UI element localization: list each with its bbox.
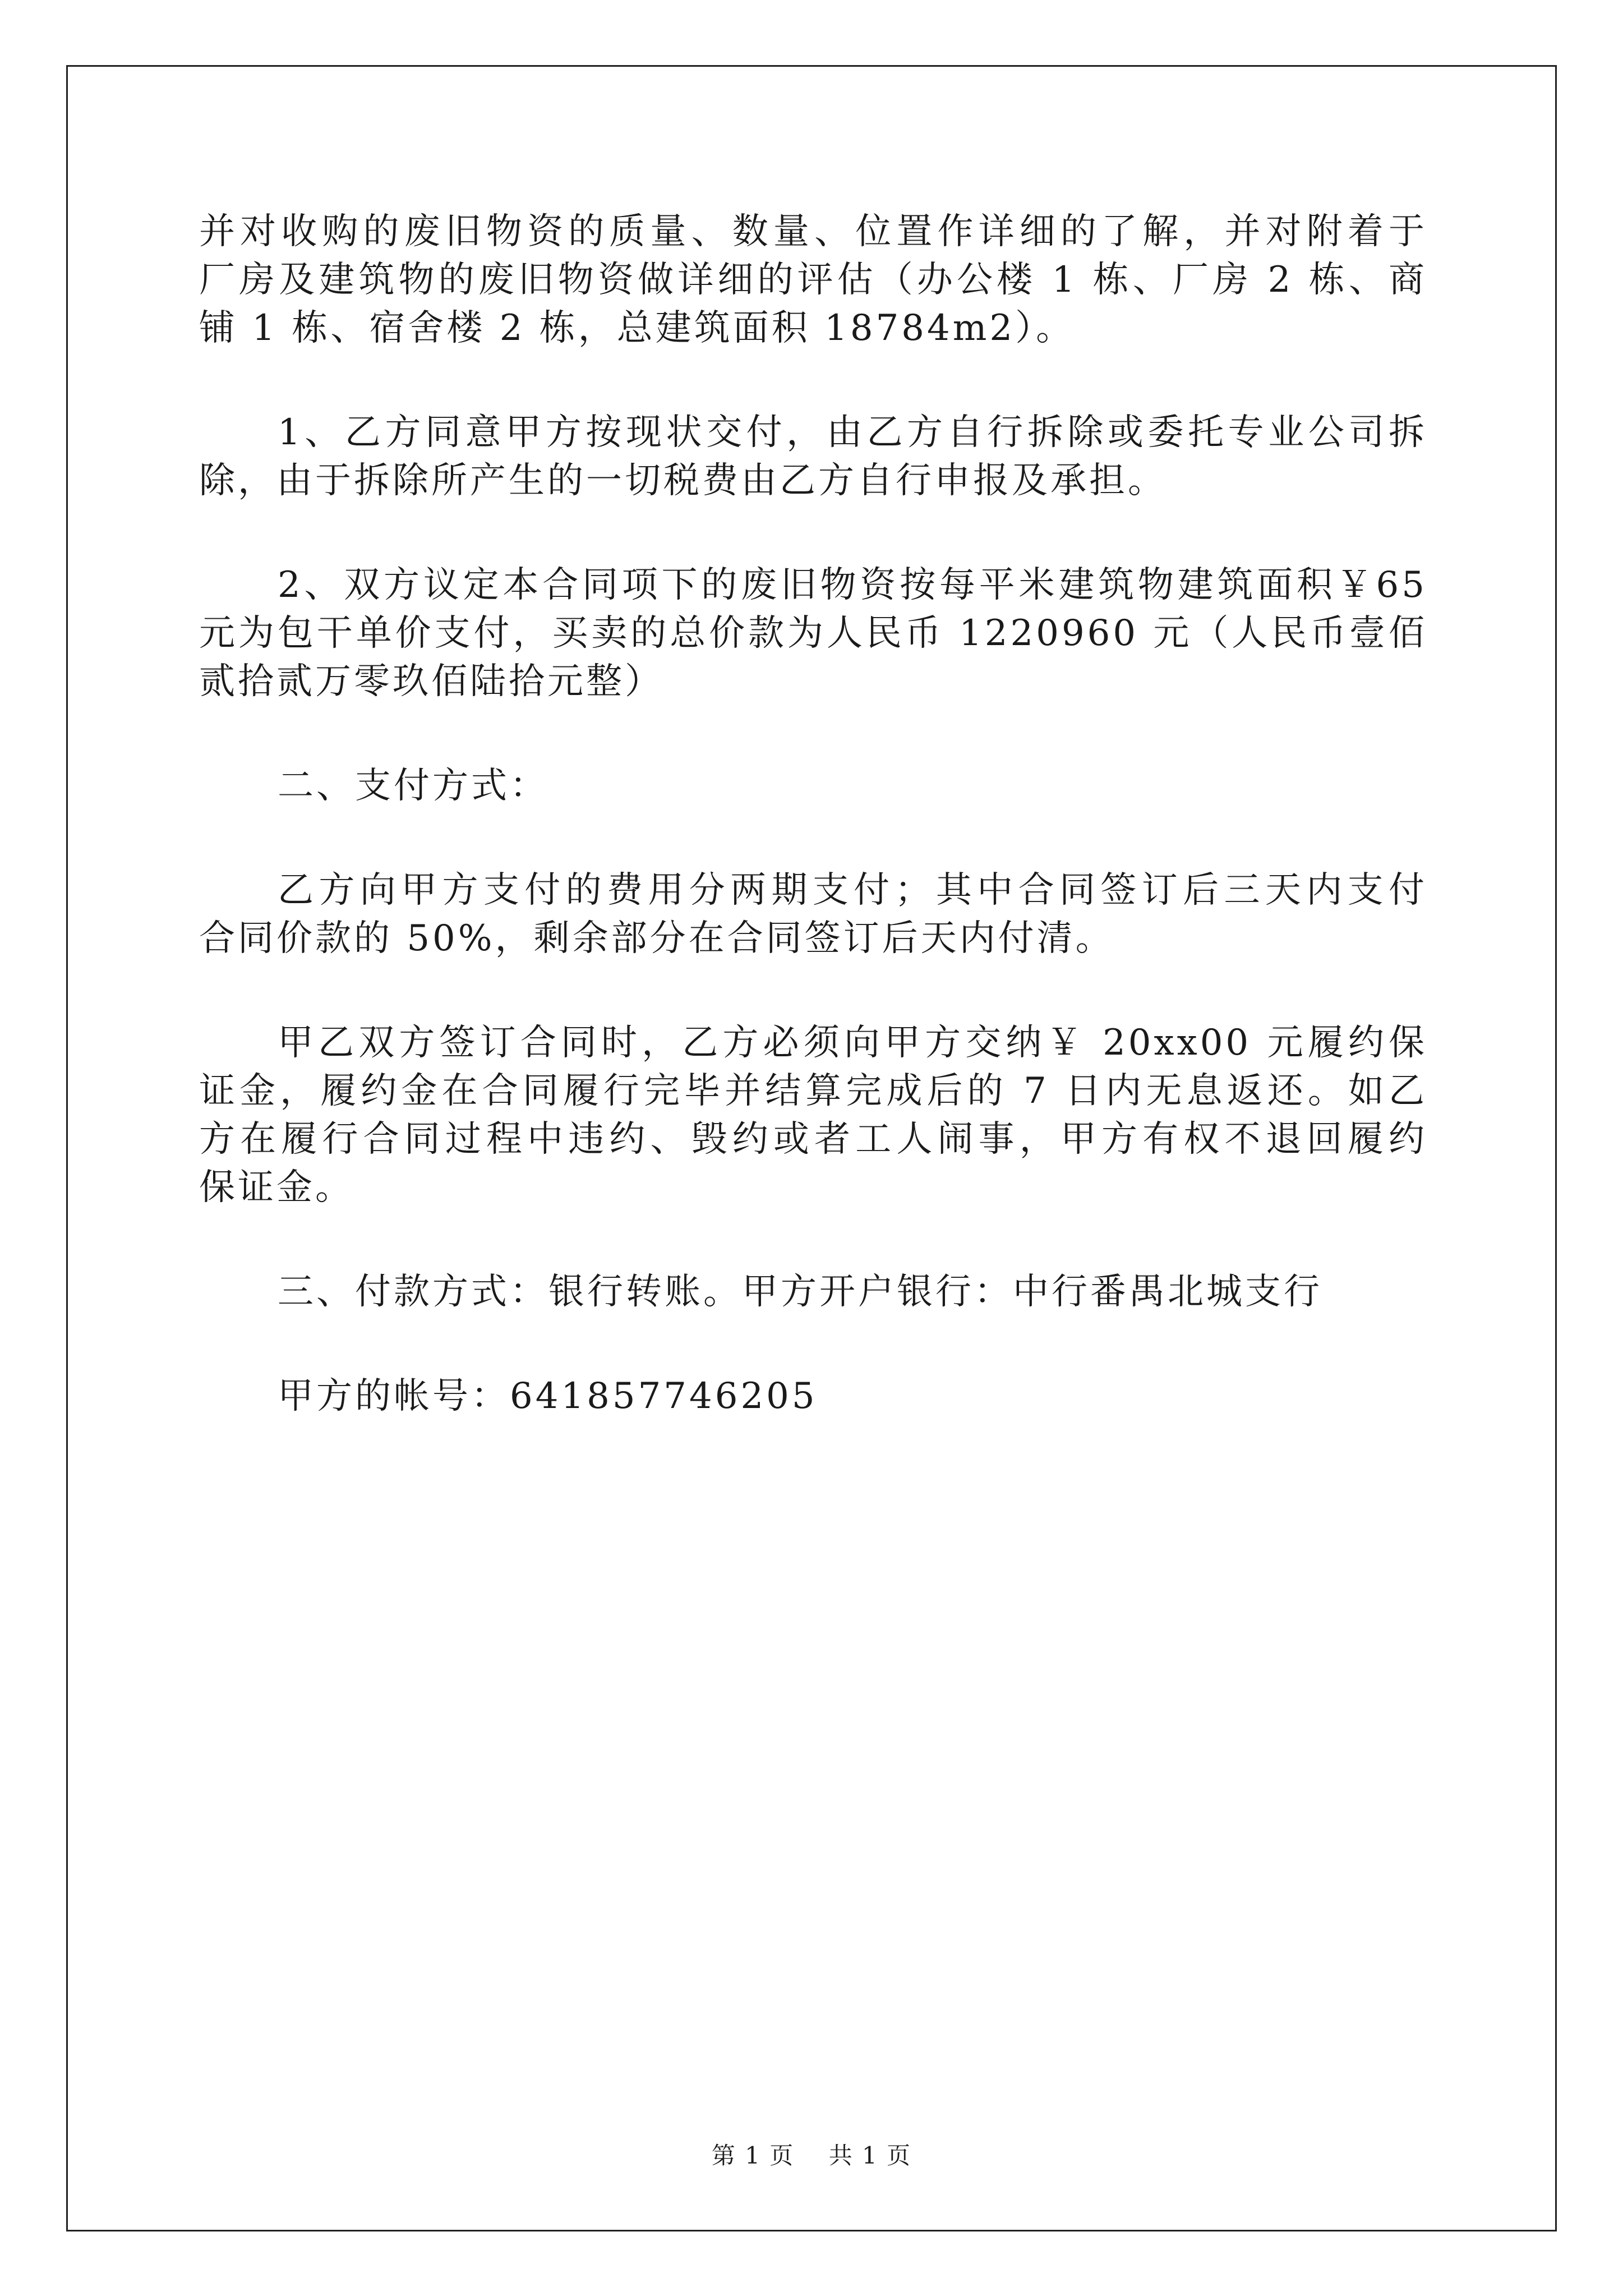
text-line: 除，由于拆除所产生的一切税费由乙方自行申报及承担。	[199, 460, 1166, 501]
page-number: 第 1 页 共 1 页	[711, 2142, 912, 2169]
page-footer	[0, 2137, 1623, 2171]
text-line: 三、付款方式：银行转账。甲方开户银行：中行番禺北城支行	[278, 1271, 1322, 1313]
text-line: 保证金。	[199, 1167, 354, 1208]
section-heading	[199, 1268, 1427, 1316]
text-line: 2、双方议定本合同项下的废旧物资按每平米建筑物建筑面积￥65	[278, 564, 1427, 606]
text-line: 证金，履约金在合同履行完毕并结算完成后的 7 日内无息返还。如乙	[199, 1070, 1427, 1112]
text-line: 甲乙双方签订合同时，乙方必须向甲方交纳￥ 20xx00 元履约保	[278, 1022, 1427, 1064]
text-line: 乙方向甲方支付的费用分两期支付；其中合同签订后三天内支付	[278, 869, 1427, 911]
section-heading	[199, 762, 1427, 810]
text-line: 甲方的帐号：641857746205	[278, 1375, 818, 1417]
text-line: 合同价款的 50%，剩余部分在合同签订后天内付清。	[199, 918, 1114, 959]
text-line: 二、支付方式：	[278, 765, 548, 807]
paragraph	[199, 1019, 1427, 1212]
document-body	[199, 208, 1427, 1420]
paragraph	[199, 866, 1427, 963]
paragraph	[199, 1372, 1427, 1420]
text-line: 元为包干单价支付，买卖的总价款为人民币 1220960 元（人民币壹佰	[199, 613, 1427, 654]
paragraph	[199, 208, 1427, 352]
text-line: 并对收购的废旧物资的质量、数量、位置作详细的了解，并对附着于	[199, 211, 1427, 252]
paragraph	[199, 561, 1427, 706]
text-line: 贰拾贰万零玖佰陆拾元整）	[199, 661, 663, 702]
text-line: 铺 1 栋、宿舍楼 2 栋，总建筑面积 18784m2）。	[199, 307, 1075, 349]
text-line: 方在履行合同过程中违约、毁约或者工人闹事，甲方有权不退回履约	[199, 1119, 1427, 1160]
paragraph	[199, 408, 1427, 505]
text-line: 厂房及建筑物的废旧物资做详细的评估（办公楼 1 栋、厂房 2 栋、商	[199, 259, 1427, 301]
text-line: 1、乙方同意甲方按现状交付，由乙方自行拆除或委托专业公司拆	[278, 412, 1427, 453]
